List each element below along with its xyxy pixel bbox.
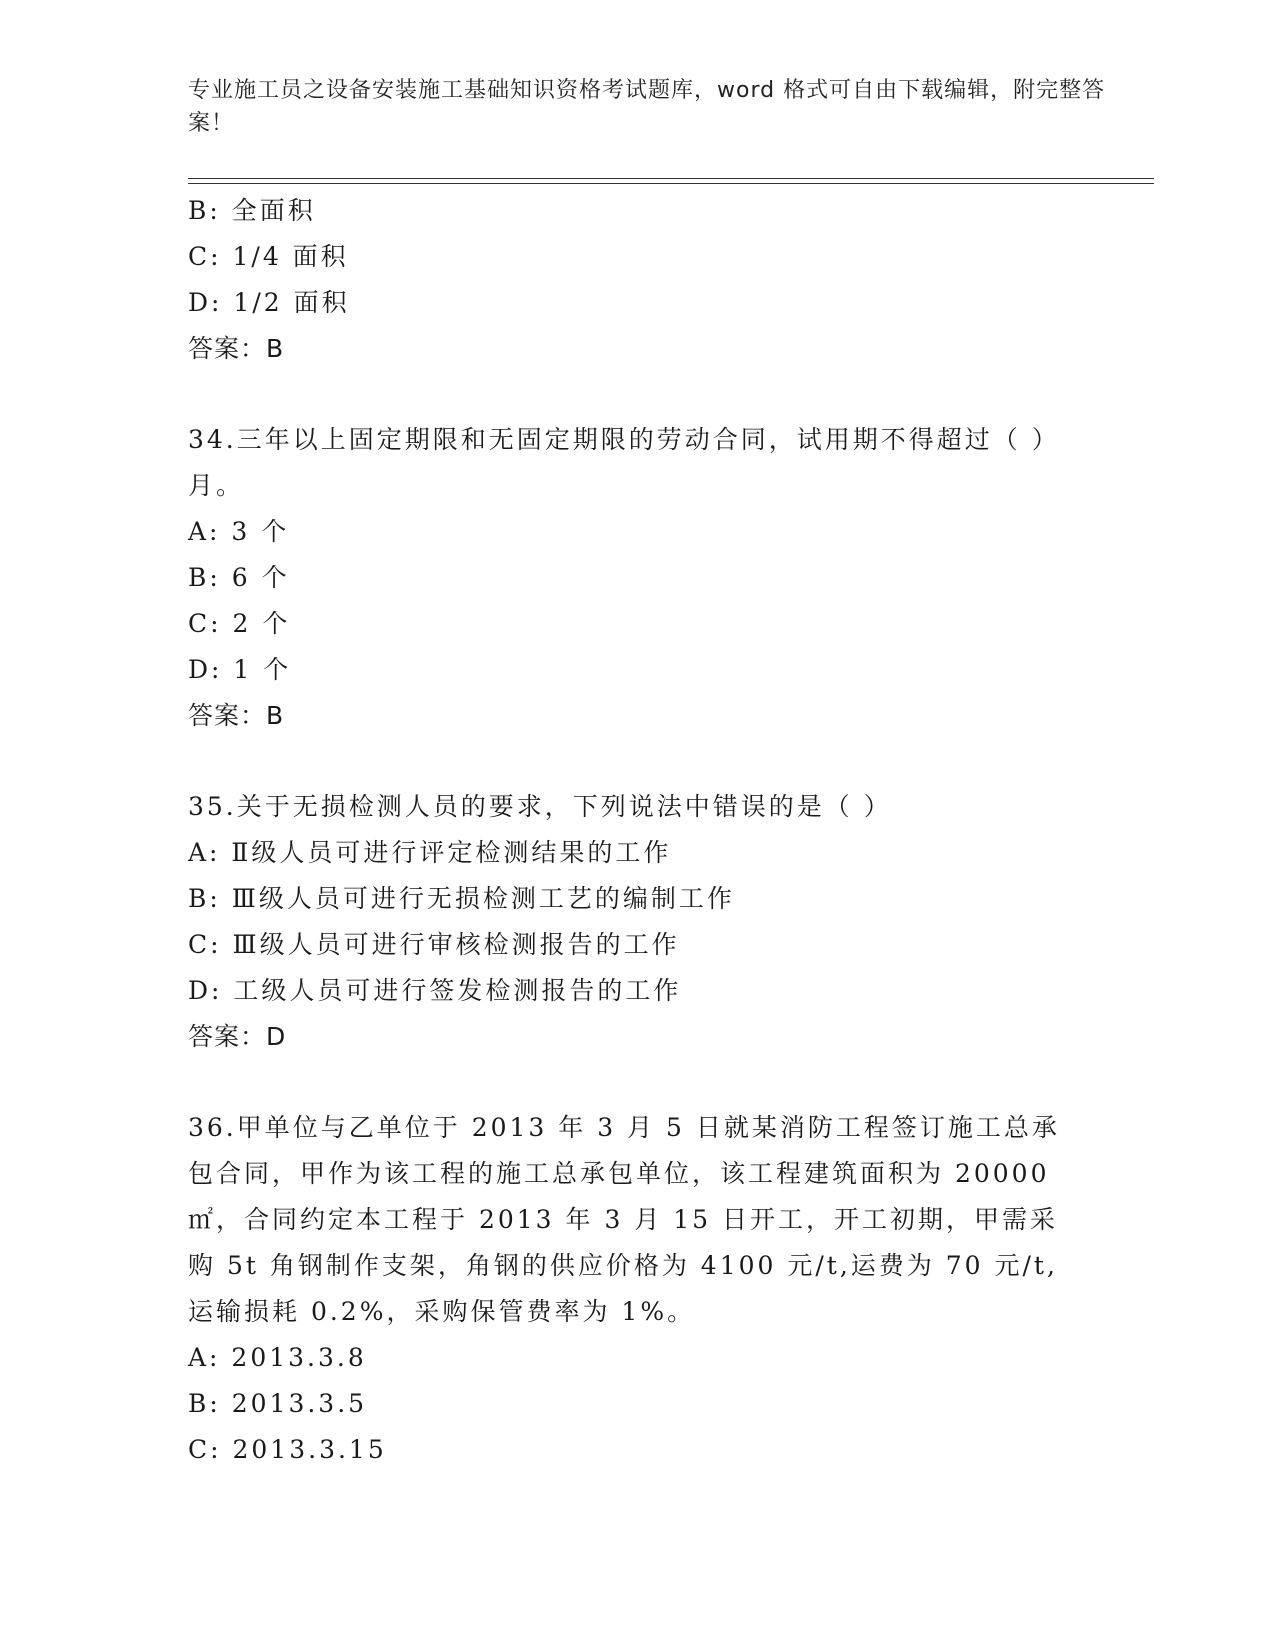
option-c: C: 1/4 面积 [188, 242, 349, 271]
answer-line: 答案：D [188, 1022, 287, 1051]
question-stem: 35.关于无损检测人员的要求，下列说法中错误的是（ ） [188, 792, 892, 821]
question-block-35 [188, 784, 1088, 1060]
option-b: B: 全面积 [188, 196, 316, 225]
option-d: D: 1 个 [188, 655, 292, 684]
question-stem: 34.三年以上固定期限和无固定期限的劳动合同，试用期不得超过（ ）月。 [188, 425, 1060, 500]
option-b: B: 2013.3.5 [188, 1389, 368, 1418]
option-c: C: Ⅲ级人员可进行审核检测报告的工作 [188, 930, 680, 959]
header-divider-top [188, 178, 1154, 179]
spacer [188, 1060, 1088, 1105]
option-c: C: 2013.3.15 [188, 1435, 387, 1464]
answer-line: 答案：B [188, 701, 285, 730]
option-a: A: 3 个 [188, 517, 290, 546]
spacer [188, 739, 1088, 784]
option-b: B: 6 个 [188, 563, 290, 592]
question-block-36 [188, 1105, 1088, 1473]
option-b: B: Ⅲ级人员可进行无损检测工艺的编制工作 [188, 884, 735, 913]
question-block-33 [188, 188, 1088, 372]
question-block-34 [188, 417, 1088, 739]
header-divider-bottom [188, 183, 1154, 184]
option-d: D: 工级人员可进行签发检测报告的工作 [188, 976, 682, 1005]
spacer [188, 372, 1088, 417]
answer-line: 答案：B [188, 334, 285, 363]
option-c: C: 2 个 [188, 609, 291, 638]
option-d: D: 1/2 面积 [188, 288, 350, 317]
option-a: A: Ⅱ级人员可进行评定检测结果的工作 [188, 838, 672, 867]
document-header: 专业施工员之设备安装施工基础知识资格考试题库，word 格式可自由下载编辑，附完整答案！ [188, 78, 1106, 136]
question-list [188, 188, 1088, 1473]
option-a: A: 2013.3.8 [188, 1343, 367, 1372]
question-stem: 36.甲单位与乙单位于 2013 年 3 月 5 日就某消防工程签订施工总承包合同，甲作为该工程的施工总承包单位，该工程建筑面积为 20000㎡，合同约定本工程于 2013 年 3 月 15 日开工，开工初期，甲需采购 5t 角钢制作支架，角钢的供应价格为 4100 元/t,运费为 70 元/t,运输损耗 0.2%，采购保管费率为 1%。 [188, 1113, 1060, 1326]
